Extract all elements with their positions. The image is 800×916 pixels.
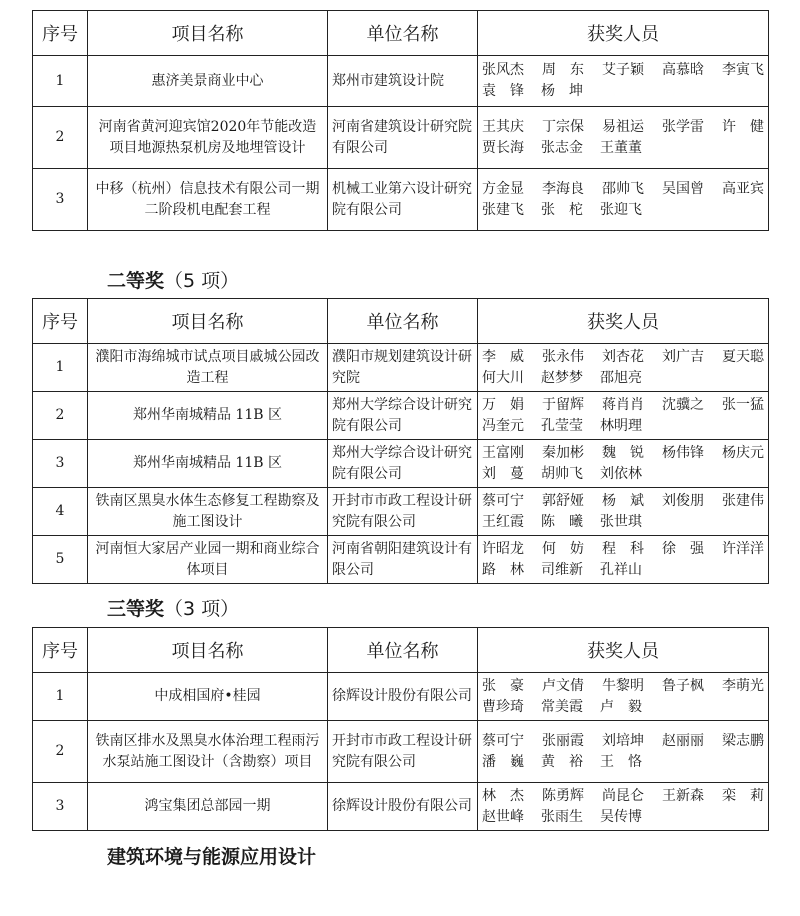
person-name: 魏 锐 bbox=[602, 444, 644, 461]
people-line bbox=[482, 676, 764, 697]
person-name: 杨 斌 bbox=[602, 492, 644, 509]
person-name: 刘 蔓 bbox=[482, 465, 524, 482]
person-name: 吴传博 bbox=[600, 808, 642, 825]
table-row bbox=[33, 536, 769, 584]
person-name: 蔡可宁 bbox=[482, 732, 524, 749]
cell-unit-name: 郑州市建筑设计院 bbox=[328, 56, 478, 107]
cell-unit-name: 徐辉设计股份有限公司 bbox=[328, 673, 478, 721]
cell-project-name: 郑州华南城精品 11B 区 bbox=[88, 440, 328, 488]
people-line bbox=[482, 443, 764, 464]
person-name: 秦加彬 bbox=[542, 444, 584, 461]
cell-seq: 3 bbox=[33, 440, 88, 488]
person-name: 张永伟 bbox=[542, 348, 584, 365]
person-name: 易祖运 bbox=[602, 118, 644, 135]
section-count: （5 项） bbox=[164, 270, 240, 292]
table-header-row bbox=[33, 299, 769, 344]
person-name: 王董董 bbox=[600, 139, 642, 156]
table-header-row bbox=[33, 11, 769, 56]
header-unit: 单位名称 bbox=[328, 299, 478, 344]
person-name: 张一猛 bbox=[722, 396, 764, 413]
person-name: 张迎飞 bbox=[600, 201, 642, 218]
person-name: 万 娟 bbox=[482, 396, 524, 413]
cell-seq: 2 bbox=[33, 721, 88, 783]
person-name: 黄 裕 bbox=[541, 753, 583, 770]
people-line bbox=[482, 697, 764, 718]
cell-award-people bbox=[478, 440, 769, 488]
cell-seq: 1 bbox=[33, 56, 88, 107]
cell-project-name: 濮阳市海绵城市试点项目戚城公园改造工程 bbox=[88, 344, 328, 392]
cell-unit-name: 河南省建筑设计研究院有限公司 bbox=[328, 107, 478, 169]
cell-award-people bbox=[478, 488, 769, 536]
person-name: 张丽霞 bbox=[542, 732, 584, 749]
person-name: 赵梦梦 bbox=[541, 369, 583, 386]
person-name: 陈 曦 bbox=[541, 513, 583, 530]
person-name: 杨庆元 bbox=[722, 444, 764, 461]
people-line bbox=[482, 347, 764, 368]
people-line bbox=[482, 395, 764, 416]
people-line bbox=[482, 560, 764, 581]
person-name: 何大川 bbox=[482, 369, 524, 386]
cell-unit-name: 开封市市政工程设计研究院有限公司 bbox=[328, 488, 478, 536]
cell-seq: 1 bbox=[33, 344, 88, 392]
people-line bbox=[482, 117, 764, 138]
table-body bbox=[33, 344, 769, 584]
person-name: 郭舒娅 bbox=[542, 492, 584, 509]
section-title-text: 二等奖 bbox=[107, 270, 165, 292]
header-seq: 序号 bbox=[33, 628, 88, 673]
table-body bbox=[33, 56, 769, 231]
cell-project-name: 铁南区排水及黑臭水体治理工程雨污水泵站施工图设计（含勘察）项目 bbox=[88, 721, 328, 783]
person-name: 路 林 bbox=[482, 561, 524, 578]
cell-project-name: 河南恒大家居产业园一期和商业综合体项目 bbox=[88, 536, 328, 584]
cell-unit-name: 郑州大学综合设计研究院有限公司 bbox=[328, 440, 478, 488]
person-name: 王红霞 bbox=[482, 513, 524, 530]
person-name: 王其庆 bbox=[482, 118, 524, 135]
person-name: 刘俊朋 bbox=[662, 492, 704, 509]
cell-award-people bbox=[478, 783, 769, 831]
person-name: 卢文倩 bbox=[542, 677, 584, 694]
person-name: 贾长海 bbox=[482, 139, 524, 156]
person-name: 杨 坤 bbox=[541, 83, 583, 99]
people-line bbox=[482, 539, 764, 560]
person-name: 林 杰 bbox=[482, 787, 524, 804]
person-name: 许洋洋 bbox=[722, 540, 764, 557]
people-line bbox=[482, 416, 764, 437]
person-name: 张 柁 bbox=[541, 201, 583, 218]
person-name: 牛黎明 bbox=[602, 677, 644, 694]
person-name: 程 科 bbox=[602, 540, 644, 557]
header-project: 项目名称 bbox=[88, 11, 328, 56]
person-name: 张世琪 bbox=[600, 513, 642, 530]
person-name: 张学雷 bbox=[662, 118, 704, 135]
award-table-first bbox=[32, 10, 769, 231]
person-name: 潘 巍 bbox=[482, 753, 524, 770]
person-name: 张建伟 bbox=[722, 492, 764, 509]
cell-award-people bbox=[478, 107, 769, 169]
table-row bbox=[33, 392, 769, 440]
person-name: 赵丽丽 bbox=[662, 732, 704, 749]
person-name: 李 威 bbox=[482, 348, 524, 365]
table-header-row bbox=[33, 628, 769, 673]
cell-award-people bbox=[478, 344, 769, 392]
award-table-third-prize bbox=[32, 627, 769, 831]
person-name: 张建飞 bbox=[482, 201, 524, 218]
header-people: 获奖人员 bbox=[478, 628, 769, 673]
person-name: 袁 锋 bbox=[482, 83, 524, 99]
table-row bbox=[33, 107, 769, 169]
people-line bbox=[482, 138, 764, 159]
person-name: 李寅飞 bbox=[722, 62, 764, 78]
person-name: 沈骥之 bbox=[662, 396, 704, 413]
person-name: 卢 毅 bbox=[600, 698, 642, 715]
people-line bbox=[482, 81, 764, 102]
person-name: 于留辉 bbox=[542, 396, 584, 413]
cell-project-name: 惠济美景商业中心 bbox=[88, 56, 328, 107]
table-row bbox=[33, 488, 769, 536]
section-title-third-prize bbox=[107, 594, 239, 621]
section-title-second-prize bbox=[107, 266, 239, 293]
header-project: 项目名称 bbox=[88, 299, 328, 344]
cell-project-name: 中移（杭州）信息技术有限公司一期二阶段机电配套工程 bbox=[88, 169, 328, 231]
person-name: 方金显 bbox=[482, 180, 524, 197]
person-name: 张志金 bbox=[541, 139, 583, 156]
person-name: 鲁子枫 bbox=[662, 677, 704, 694]
people-line bbox=[482, 786, 764, 807]
table-row bbox=[33, 721, 769, 783]
cell-seq: 1 bbox=[33, 673, 88, 721]
person-name: 刘依林 bbox=[600, 465, 642, 482]
table-row bbox=[33, 673, 769, 721]
award-table-second-prize bbox=[32, 298, 769, 584]
header-unit: 单位名称 bbox=[328, 628, 478, 673]
cell-project-name: 河南省黄河迎宾馆2020年节能改造项目地源热泵机房及地埋管设计 bbox=[88, 107, 328, 169]
person-name: 栾 莉 bbox=[722, 787, 764, 804]
cell-seq: 3 bbox=[33, 783, 88, 831]
people-line bbox=[482, 368, 764, 389]
person-name: 胡帅飞 bbox=[541, 465, 583, 482]
table-body bbox=[33, 673, 769, 831]
people-line bbox=[482, 512, 764, 533]
cell-project-name: 铁南区黑臭水体生态修复工程勘察及施工图设计 bbox=[88, 488, 328, 536]
person-name: 司维新 bbox=[541, 561, 583, 578]
person-name: 曹珍琦 bbox=[482, 698, 524, 715]
person-name: 张 豪 bbox=[482, 677, 524, 694]
cell-award-people bbox=[478, 673, 769, 721]
person-name: 许昭龙 bbox=[482, 540, 524, 557]
header-seq: 序号 bbox=[33, 11, 88, 56]
person-name: 何 妨 bbox=[542, 540, 584, 557]
person-name: 王 恪 bbox=[600, 753, 642, 770]
person-name: 吴国曾 bbox=[662, 180, 704, 197]
person-name: 刘杏花 bbox=[602, 348, 644, 365]
person-name: 陈勇辉 bbox=[542, 787, 584, 804]
person-name: 高亚宾 bbox=[722, 180, 764, 197]
header-seq: 序号 bbox=[33, 299, 88, 344]
person-name: 徐 强 bbox=[662, 540, 704, 557]
header-unit: 单位名称 bbox=[328, 11, 478, 56]
table-row bbox=[33, 56, 769, 107]
person-name: 王富刚 bbox=[482, 444, 524, 461]
cell-award-people bbox=[478, 721, 769, 783]
cell-seq: 2 bbox=[33, 107, 88, 169]
people-line bbox=[482, 179, 764, 200]
person-name: 孔祥山 bbox=[600, 561, 642, 578]
person-name: 蔡可宁 bbox=[482, 492, 524, 509]
person-name: 尚昆仑 bbox=[602, 787, 644, 804]
cell-project-name: 鸿宝集团总部园一期 bbox=[88, 783, 328, 831]
cell-unit-name: 徐辉设计股份有限公司 bbox=[328, 783, 478, 831]
cell-award-people bbox=[478, 392, 769, 440]
person-name: 常美霞 bbox=[541, 698, 583, 715]
cell-project-name: 郑州华南城精品 11B 区 bbox=[88, 392, 328, 440]
table-row bbox=[33, 169, 769, 231]
table-row bbox=[33, 344, 769, 392]
header-people: 获奖人员 bbox=[478, 11, 769, 56]
person-name: 夏天聪 bbox=[722, 348, 764, 365]
person-name: 艾子颖 bbox=[602, 62, 644, 78]
people-line bbox=[482, 60, 764, 81]
person-name: 周 东 bbox=[542, 62, 584, 78]
person-name: 杨伟锋 bbox=[662, 444, 704, 461]
person-name: 高慕晗 bbox=[662, 62, 704, 78]
person-name: 林明理 bbox=[600, 417, 642, 434]
people-line bbox=[482, 200, 764, 221]
table-row bbox=[33, 440, 769, 488]
cell-unit-name: 郑州大学综合设计研究院有限公司 bbox=[328, 392, 478, 440]
cell-unit-name: 机械工业第六设计研究院有限公司 bbox=[328, 169, 478, 231]
cell-unit-name: 开封市市政工程设计研究院有限公司 bbox=[328, 721, 478, 783]
people-line bbox=[482, 491, 764, 512]
person-name: 许 健 bbox=[722, 118, 764, 135]
cell-award-people bbox=[478, 169, 769, 231]
person-name: 梁志鹏 bbox=[722, 732, 764, 749]
people-line bbox=[482, 731, 764, 752]
people-line bbox=[482, 464, 764, 485]
section-count: （3 项） bbox=[164, 598, 240, 620]
person-name: 赵世峰 bbox=[482, 808, 524, 825]
person-name: 丁宗保 bbox=[542, 118, 584, 135]
header-project: 项目名称 bbox=[88, 628, 328, 673]
person-name: 孔莹莹 bbox=[541, 417, 583, 434]
person-name: 张雨生 bbox=[541, 808, 583, 825]
cell-award-people bbox=[478, 536, 769, 584]
person-name: 刘广吉 bbox=[662, 348, 704, 365]
person-name: 张风杰 bbox=[482, 62, 524, 78]
person-name: 邵帅飞 bbox=[602, 180, 644, 197]
cell-award-people bbox=[478, 56, 769, 107]
person-name: 李海良 bbox=[542, 180, 584, 197]
person-name: 刘培坤 bbox=[602, 732, 644, 749]
header-people: 获奖人员 bbox=[478, 299, 769, 344]
people-line bbox=[482, 807, 764, 828]
person-name: 邵旭亮 bbox=[600, 369, 642, 386]
cell-seq: 2 bbox=[33, 392, 88, 440]
table-row bbox=[33, 783, 769, 831]
section-title-building-environment: 建筑环境与能源应用设计 bbox=[107, 846, 317, 868]
people-line bbox=[482, 752, 764, 773]
section-title-text: 三等奖 bbox=[107, 598, 165, 620]
cell-unit-name: 河南省朝阳建筑设计有限公司 bbox=[328, 536, 478, 584]
person-name: 李萌光 bbox=[722, 677, 764, 694]
cell-seq: 4 bbox=[33, 488, 88, 536]
cell-unit-name: 濮阳市规划建筑设计研究院 bbox=[328, 344, 478, 392]
person-name: 冯奎元 bbox=[482, 417, 524, 434]
cell-seq: 3 bbox=[33, 169, 88, 231]
person-name: 王新森 bbox=[662, 787, 704, 804]
person-name: 蒋肖肖 bbox=[602, 396, 644, 413]
cell-seq: 5 bbox=[33, 536, 88, 584]
cell-project-name: 中成相国府•桂园 bbox=[88, 673, 328, 721]
